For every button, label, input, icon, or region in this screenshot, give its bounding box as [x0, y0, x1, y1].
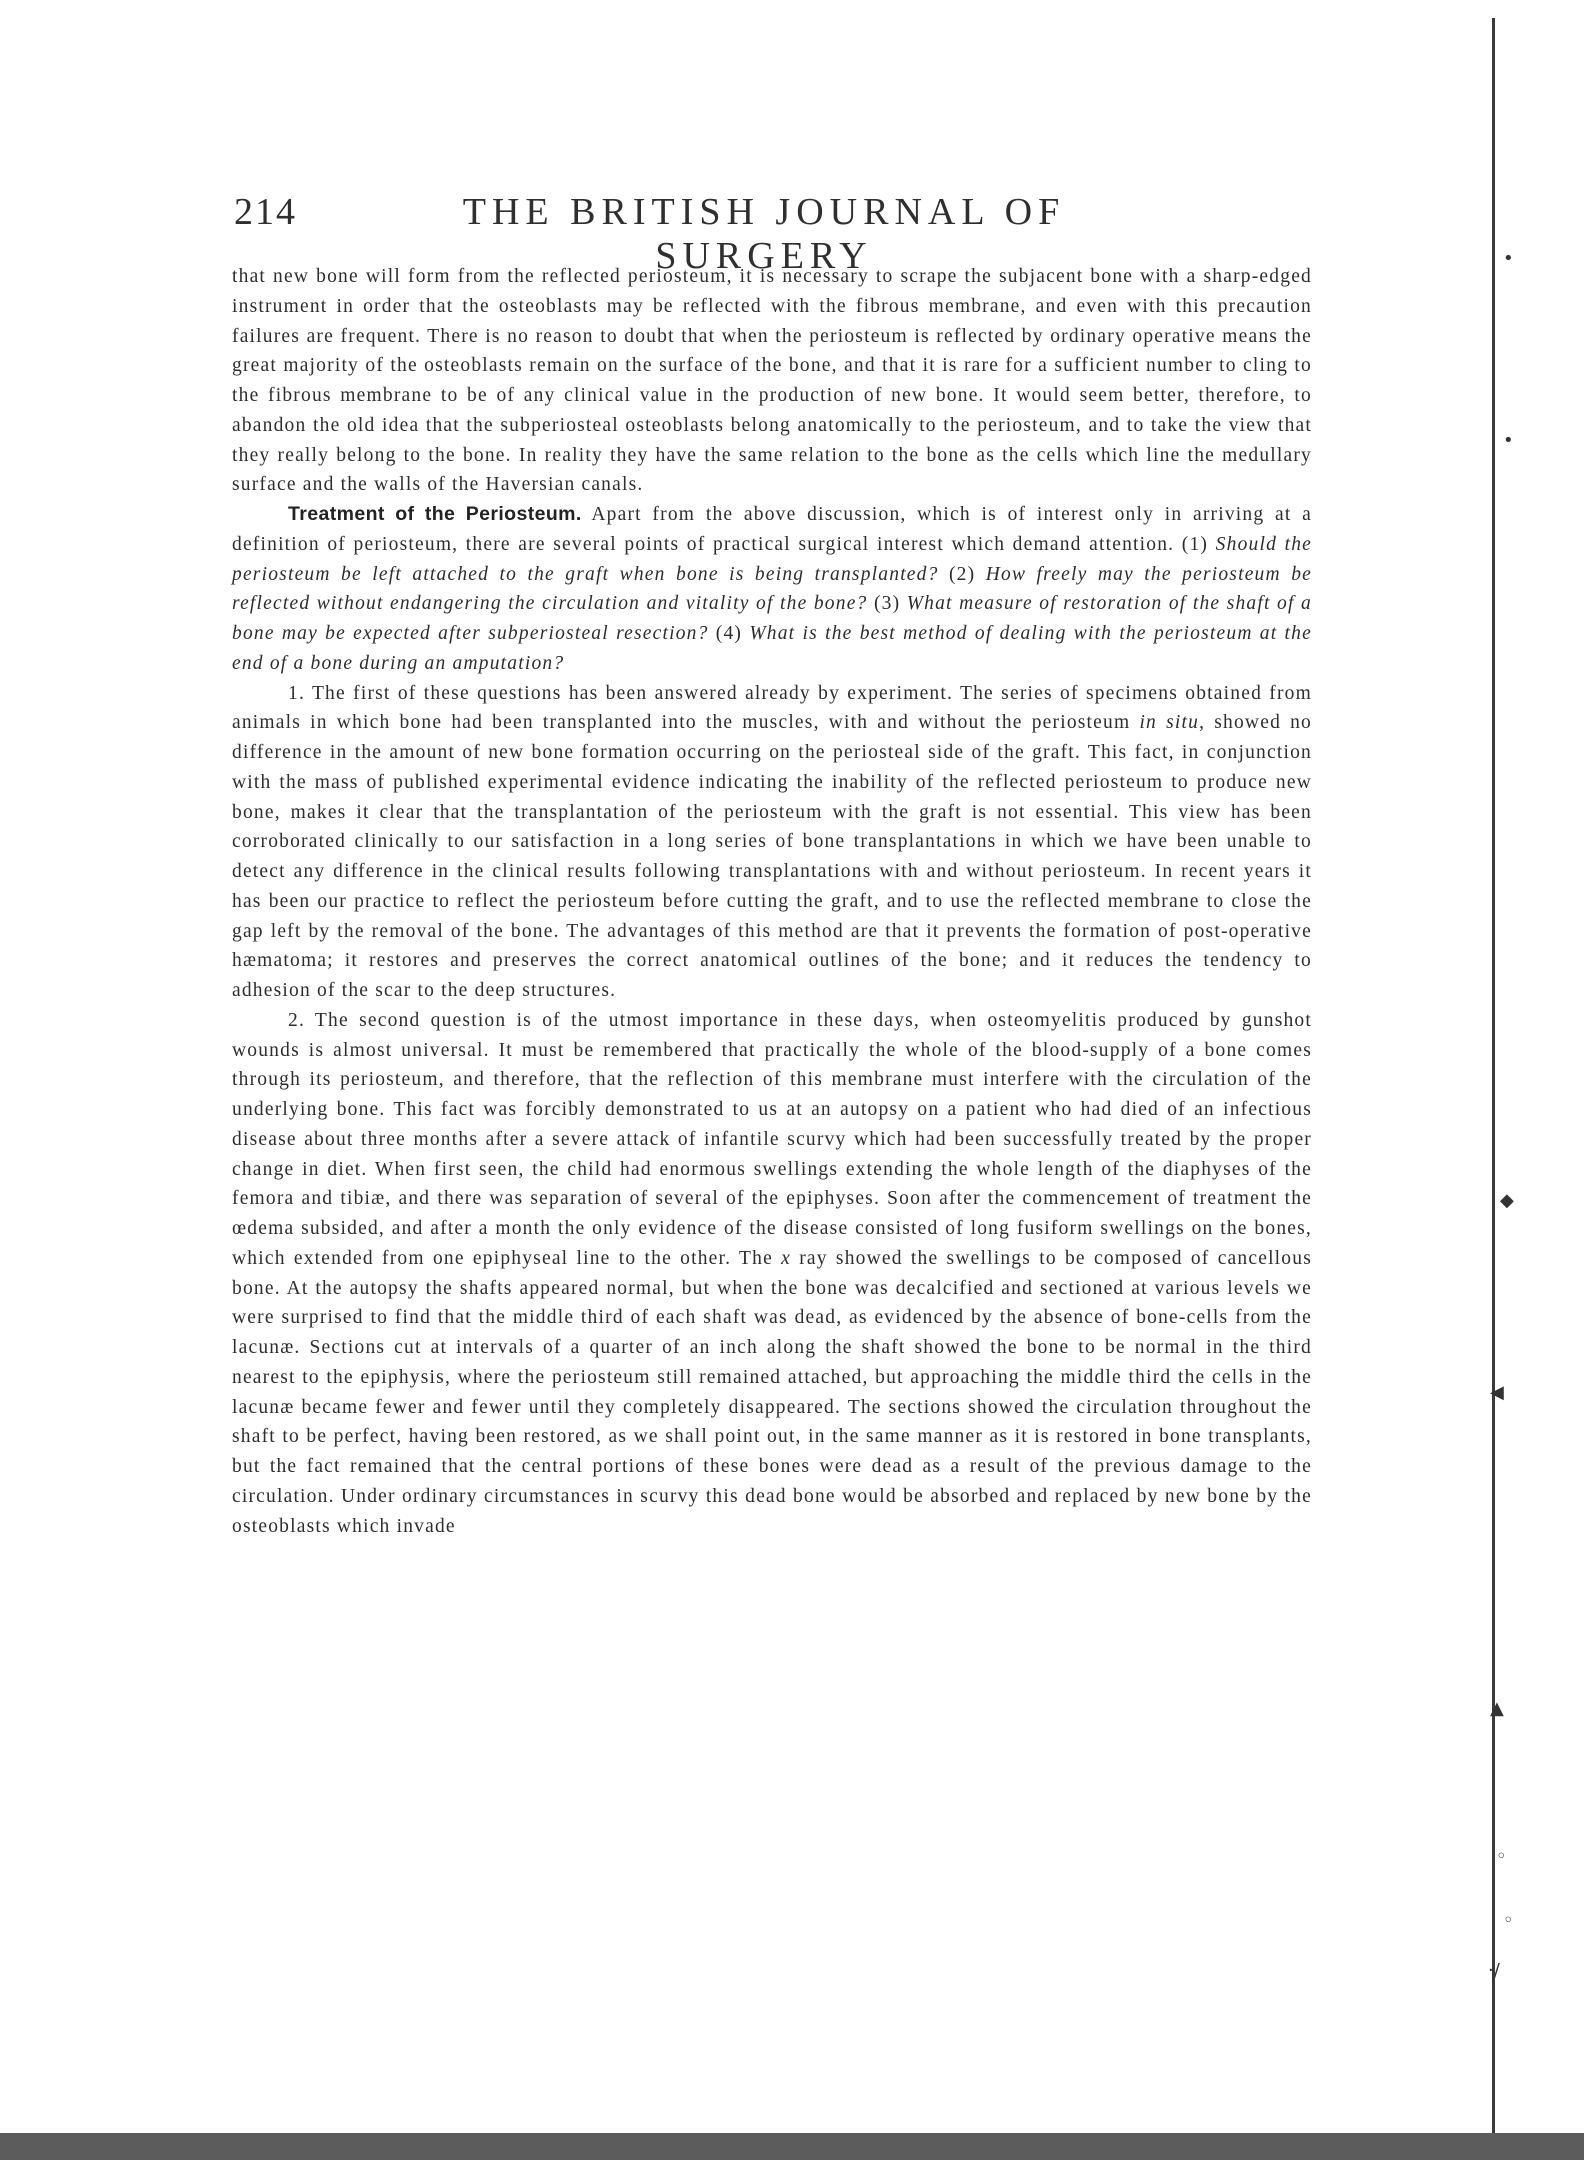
question-3: What measure of restoration of the shaft of a bone may be expected after subperiosteal resection?	[232, 593, 1312, 644]
margin-mark: ◦	[1496, 1846, 1507, 1867]
section-heading: Treatment of the Periosteum.	[288, 503, 582, 525]
text-run: 1. The first of these questions has been answered already by experiment. The series of specimens obtained from animals in which bone had been transplanted into the muscles, with and without the periosteum	[232, 682, 1312, 734]
paragraph: that new bone will form from the reflected periosteum, it is necessary to scrape the subjacent bone with a sharp-edged instrument in order that the osteoblasts may be reflected with the fibrous membrane, and even with this precaution failures are frequent. There is no reason to doubt that when the periosteum is reflected by ordinary operative means the great majority of the osteoblasts remain on the surface of the bone, and that it is rare for a sufficient number to cling to the fibrous membrane to be of any clinical value in the production of new bone. It would seem better, therefore, to abandon the old idea that the subperiosteal osteoblasts belong anatomically to the periosteum, and to take the view that they really belong to the bone. In reality they have the same relation to the bone as the cells which line the medullary surface and the walls of the Haversian canals.	[232, 266, 1312, 496]
margin-mark: ◦	[1503, 1910, 1514, 1931]
italic-term: in situ	[1139, 712, 1200, 734]
margin-mark: ◀	[1490, 1382, 1504, 1403]
text-run: Apart from the above discussion, which is of interest only in arriving at a definition of periosteum, there are several points of practical surgical interest which demand attention. (1)	[232, 504, 1312, 555]
paragraph	[232, 679, 1312, 1006]
text-run: 2. The second question is of the utmost importance in these days, when osteomyelitis produced by gunshot wounds is almost universal. It must be remembered that practically the whole of the blood-supply of a bone comes through its periosteum, and therefore, that the reflection of this membrane must interfere with the circulation of the underlying bone. This fact was forcibly demonstrated to us at an autopsy on a patient who had died of an infectious disease about three months after a severe attack of infantile scurvy which had been successfully treated by the proper change in diet. When first seen, the child had enormous swellings extending the whole length of the diaphyses of the femora and tibiæ, and there was separation of several of the epiphyses. Soon after the commencement of treatment the œdema subsided, and after a month the only evidence of the disease consisted of long fusiform swellings on the bones, which extended from one epiphyseal line to the other. The	[232, 1009, 1312, 1269]
question-1: Should the periosteum be left attached to the graft when bone is being transplanted?	[232, 533, 1312, 585]
page-edge-line	[1492, 18, 1495, 2133]
paragraph	[232, 1006, 1312, 1542]
question-4: What is the best method of dealing with the periosteum at the end of a bone during an amputation?	[232, 623, 1312, 674]
page-number: 214	[234, 191, 297, 233]
margin-mark: ◆	[1500, 1190, 1514, 1211]
margin-mark: ▲	[1490, 1698, 1504, 1719]
journal-title: THE BRITISH JOURNAL OF SURGERY	[462, 191, 1066, 277]
scan-bottom-bar	[0, 2133, 1584, 2160]
text-run: (2)	[938, 563, 986, 585]
text-run: ray showed the swellings to be composed of cancellous bone. At the autopsy the shafts appeared normal, but when the bone was decalcified and sectioned at various levels we were surprised to find that the middle third of each shaft was dead, as evidenced by the absence of bone-cells from the lacunæ. Sections cut at intervals of a quarter of an inch along the shaft showed the bone to be normal in the third nearest to the epiphysis, where the periosteum still remained attached, but approaching the middle third the cells in the lacunæ became fewer and fewer until they completely disappeared. The sections showed the circulation throughout the shaft to be perfect, having been restored, as we shall point out, in the same manner as it is restored in bone transplants, but the fact remained that the central portions of these bones were dead as a result of the previous damage to the circulation. Under ordinary circumstances in scurvy this dead bone would be absorbed and replaced by new bone by the osteoblasts which invade	[232, 1247, 1312, 1537]
italic-term: x	[781, 1247, 792, 1269]
margin-mark: ·/	[1488, 1960, 1500, 1981]
text-run: (3)	[867, 593, 907, 615]
margin-mark: •	[1503, 430, 1514, 451]
margin-mark: •	[1503, 248, 1514, 269]
text-run: (4)	[708, 623, 750, 644]
text-run: , showed no difference in the amount of new bone formation occurring on the periosteal side of the graft. This fact, in conjunction with the mass of published experimental evidence indicating the inability of the reflected periosteum to produce new bone, makes it clear that the transplantation of the periosteum with the graft is not essential. This view has been corroborated clinically to our satisfaction in a long series of bone transplantations in which we have been unable to detect any difference in the clinical results following transplantations with and without periosteum. In recent years it has been our practice to reflect the periosteum before cutting the graft, and to use the reflected membrane to close the gap left by the removal of the bone. The advantages of this method are that it prevents the formation of post-operative hæmatoma; it restores and preserves the correct anatomical outlines of the bone; and it reduces the tendency to adhesion of the scar to the deep structures.	[232, 712, 1312, 1001]
question-2: How freely may the periosteum be reflected without endangering the circulation and vitality of the bone?	[232, 563, 1312, 615]
article-body	[232, 262, 1312, 1541]
paragraph	[232, 500, 1312, 679]
